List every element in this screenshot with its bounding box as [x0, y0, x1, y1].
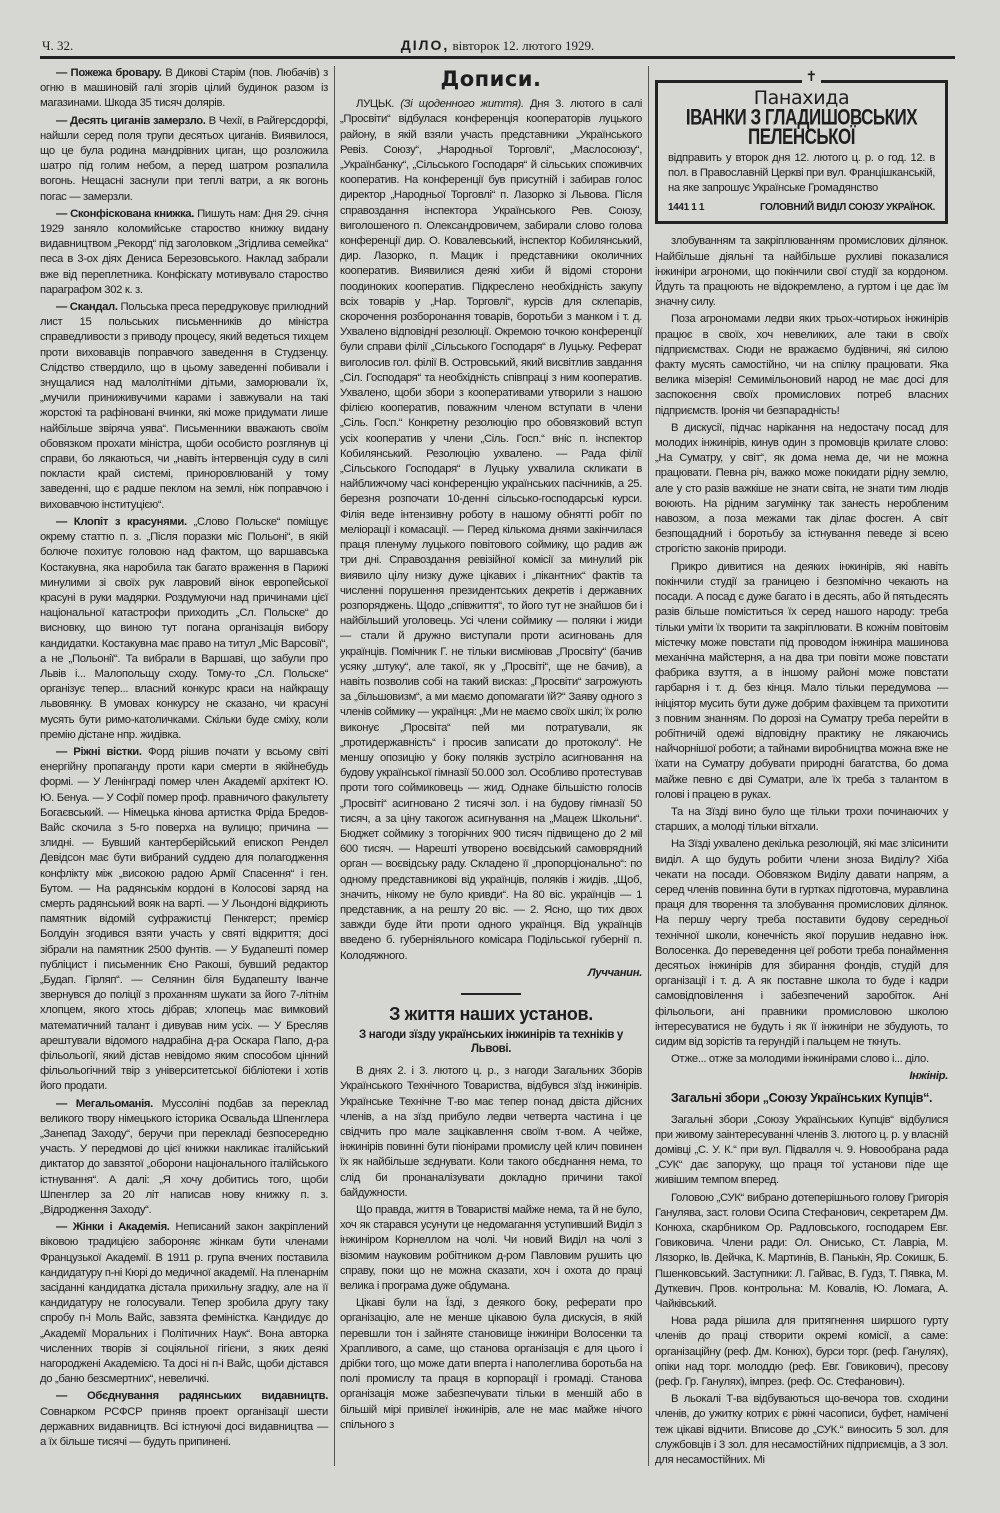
divider — [461, 993, 521, 995]
item-headline: — Обєднування радянських видавництв. — [56, 1390, 328, 1403]
correspondence — [340, 97, 642, 964]
notice-signature: ГОЛОВНИЙ ВИДІЛ СОЮЗУ УКРАЇНОК. — [760, 202, 935, 214]
paragraph: Що правда, життя в Товаристві майже нема, та й не було, хоч як старався усунути це недомагання уступивший Виділ з інжиніром Корнеллом на чолі. Чи новий Виділ на чолі з візомим науковим робітником д-ром Павловим рушить цю справу, поки що не можна сказати, хоч і охота до праці велика і програма дуже обдумана. — [340, 1204, 642, 1293]
paragraph: Загальні збори „Союзу Українських Купців“ відбулися при живому заінтересуванні членів 3. лютого ц. р. у власній домівці „С. У. К.“ при вул. Підвалля ч. 9. Новообрана рада „СУК“ дає запоруку, що праця тої установи піде ще живішим темпом вперед. — [655, 1113, 948, 1187]
section-heading-institutions: З життя наших установ. — [389, 1003, 593, 1024]
paragraph: Отже... отже за молодими інжинірами слово і... діло. — [671, 1053, 929, 1066]
article-heading: Загальні збори „Союзу Українських Купців“. — [670, 1090, 933, 1105]
paragraph: Нова рада рішила для притягнення ширшого гурту членів до праці створити окремі комісії, а саме: організаційну (реф. Дм. Конюх), бурси торг. (реф. Ганулях), опіки над торг. молоддю (реф. Евг. Говикович), пресову (реф. Гр. Ганулях), імпрез. (реф. Ос. Стефанович). — [655, 1315, 948, 1389]
notice-title: Панахида — [753, 87, 850, 109]
news-item — [40, 515, 328, 743]
paragraph: злобуванням та закріплюванням промислових ділянок. Найбільше діяльні та найбільше рухливі показалися інжиніри агрономи, що покінчили свої студії за кордоном. Йдуть та працюють не відокремлено, а гуртом і це дає їм значну силу. — [655, 235, 948, 309]
item-headline: — Сконфіскована книжка. — [56, 207, 194, 220]
page-header — [40, 36, 955, 59]
page-number: Ч. 32. — [42, 38, 74, 53]
paragraph: Цікаві були на Їзді, з деякого боку, реферати про організацію, але не менше цікавою була дискусія, в якій перевшли тон і зайняте становище інжиніри Волосенки та Храпливого, а саме, що станова організація є для цього і дрібки того, що може дати вперта і наполеглива боротьба на полі промислу та праця в корпорації і громаді. Станова організація може забезпечувати тільки в меншій або в більшій мірі привілеї інжинірів, але не має майже нічого спільного з — [340, 1297, 642, 1431]
item-headline: — Пожежа бровару. — [56, 67, 162, 79]
issue-date: вівторок 12. лютого 1929. — [452, 38, 595, 53]
news-item — [40, 1097, 328, 1219]
notice-text: відправить у второк дня 12. лютого ц. р. о год. 12. в пол. в Православній Церкві при вул. Францішканській, на яке запрошує Українське Громадянство — [668, 151, 935, 195]
notice-name: ІВАНКИ З ГЛАДИШОВСЬКИХ ПЕЛЕНСЬКОЇ — [685, 105, 918, 150]
item-headline: — Ріжні вістки. — [56, 745, 142, 758]
signature: Інжінір. — [909, 1070, 948, 1083]
item-text: Пишуть нам: Дня 29. січня 1929 заняло коломийське староство книжку видану видавництвом „Рекорд“ під заголовком „Згідлива семейка“ песа в 3-ох діях Дениса Березовського. Наклад забрали вже від переплетника. Конфіскату мотивувало староство параграфом 302 к. з. — [40, 207, 328, 296]
paragraph: В льокалі Т-ва відбуваються що-вечора тов. сходини членів, до ужитку котрих є ріжні часописи, буфет, намічені теж цікаві відчити. Вписове до „СУК.“ виносить 5 зол. для службовців і 3 зол. для несамостійних підприємців, а 3 зол. для несамостійних. Мі — [655, 1393, 948, 1467]
section-heading-dopysy: Дописи. — [440, 67, 542, 91]
middle-column — [340, 66, 642, 1435]
paragraph: Прикро дивитися на деяких інжинірів, які навіть покінчили студії за границею і безпомічно чекають на посади. А посад є дуже багато і в десять, або й пятьдесять разів більше поміститься їх серед нашого народу: треба тільки уміти їх творити та закріплювати. В кожнім повітовім містечку може повстати під проводом інжиніра машинова механічна майстерня, а на два три повіти може повстати фабрика взуття, а в іншому районі може повстати гарбарня і т. д. без кінця. Мало тільки передумова — ініціятор мусить бути дуже добрим фахівцем та прихотити з повним знанням. По дорозі на Суматру треба перейти в робітничій одежі відповідну практику не лякаючись найчорнішої роботи; а тайнами виробництва можна вже не їхати на Суматру добувати природні багатства, бо дома майже певно є дві Суматри, але їх треба з талантом в голові і працею в руках. — [655, 560, 948, 801]
item-headline: — Клопіт з красунями. — [56, 515, 187, 528]
paragraph: Та на Зїзді вино було ще тільки трохи починаючих у старших, а молоді тільки вітхали. — [655, 805, 948, 834]
news-item — [40, 1220, 328, 1387]
signature: Луччанин. — [587, 966, 642, 979]
news-item — [40, 1389, 328, 1450]
item-headline: — Жінки і Академія. — [56, 1221, 170, 1234]
column-divider — [648, 66, 649, 1466]
news-item — [40, 207, 328, 298]
item-text: „Слово Польске“ поміщує окрему статтю п. з. „Після поразки міс Польоні“, в якій болюче похитує головою над фактом, що варшавська Костакувна, яка наробила так багато враження в Парижі минулими зі своїх рук лавровий вінок европейської красуні в руки мадярки. Роздумуючи над причинами цієї національної катастрофи приходить „Сл. Польске“ до висновку, що виною тут погана організація вибору кандидатки. Костакувна має право на титул „Міс Варсовії“, а не „Польонії“. Та вибрали в Варшаві, що забули про Львів і... Малопольщу сходу. Тому-то „Сл. Польске“ організує тепер... власний конкурс краси на найкращу львовянку. В умовах конкурсу не сказано, чи красуні мусять бути римо-католичками. Скільки буде сміху, коли премію дістане нпр. жидівка. — [40, 515, 328, 741]
right-column — [655, 66, 948, 1470]
paragraph-text: Дня 3. лютого в салі „Просвіти“ відбулася конференція кооператорів луцького району, в якій взяли участь представники „Українського Ревіз. Союзу“, „Народньої Торговлі“, „Маслосоюзу“, „Українбанку“, „Сільського Господаря“ й сільських споживчих кооператив. На конференції був присутній і забирав голос директор „Народньої Торговлі“ п. Лазорко зі Львова. Після справоздання інспектора Українського Рев. Союзу, виголошеного п. Олександровичем, забирали слово голова конференції дир. О. Ковалевський, інспектор Кобилянський, дир. Лазорко, п. Мацик і представники околичних кооператив. Виявилися деякі хиби й відомі сторони поодиноких кооператив. Підкреслено необхідність закупу всіх товарів у „Нар. Торговлі“, курсів для склепарів, скорочення розборонання товарів, боротьби з манком і т. д. Ухвалено відповідні резолюції. Окремою точкою конференції були справи філії „Сільського Господаря“ в Луцьку. Реферат виголосив гол. філії В. Островський, який висвітлив завдання „Сіл. Господаря“ та необхідність співпраці з ним кооператив. Ухвалено, щоби збори з кооперативами утворили з нашою філією кооператив, поважним членом вступати в члени „Сіль. Госп.“ Конкретну резолюцію про обовязковий вступ усіх кооператив у члени „Сіль. Госп.“ вніс п. інспектор Кобилянський. Резолюцію ухвалено. — Рада філії „Сільського Господаря“ в Луцьку ухвалила скликати в найближчому часі конференцію українських пасічників, а 25. березня розпочати 10-денні сільсько-господарські курси. Філія веде інтензивну роботу в нашому обнятті робіт по меліорації і комасації. — Перед кількома днями закінчилася праця пленуму луцького повітового соймику, що радив аж три дні. Справоздання ревізійної комісії за минулий рік виявило цілу низку дуже цікавих і „пікантних“ фактів та численні порушення президентських декретів і державних розпоряджень. Щодо „співжиття“, то його тут не знайшов би і найбільший уголовець. Усі члени соймику — поляки і жиди — стали й дружно виступали проти асигновань для українців. Помічник Г. не тільки висміював „Просвіту“ (бачив усяку „штуку“, але такої, як у „Просвіті“, ще не бачив), а навіть позволив собі на такий висказ: „Просвіти“ загрожують за „більшовизм“, а ми маємо допомагати їй?“ Заяву одного з членів соймику — українця: „Ми не маємо своїх шкіл; їх ролю виконує „Просвіта“ пей ми потратували, як „протидержавність“ і просив записати до протоколу“. Не меншу опозицію у боку поляків зустріло асигновання на будову української гімназії 50.000 зол. Особливо протестував проти того соймиковець — жид. Однаке більшістю голосів „Просвіті“ асигновано 2 тисячі зол. і на будову гімназії 50 тисяч, а за ціну такогож асигнування на „Мацеж Школьни“. Бюджет соймику з тогорічних 900 тисяч підвищено до 2 мil 600 тисяч. — Нарешті утворено воєвідський самоврядний орган — воєвідську раду. Складено її „пропорціонально“: по одному представникові від українців, поляків і жидів. „Щоб, значить, нікому не було кривди“. На 80 віс. українців — 1 представник, а на решту 20 віс. — 2. Ясно, що тих двох завжди буде йти проти одного українця. Від українців введено б. губерніяльного комісара Подільської губернії п. Колодяжного. — [340, 98, 642, 962]
news-item — [40, 114, 328, 205]
article-subheading: З нагоди зїзду українських інжинірів та техніків у Львові. — [359, 1029, 623, 1056]
item-text: В Чехії, в Райгерсдорфі, найшли серед поля трупи десятьох циганів. Виявилося, що це була родина мандрівних циган, що розложила шатро під голим небом, а перед шатром розпалила вогонь. Нещасні заснули при теплі ватри, а як вогонь погас — замерзли. — [40, 114, 328, 203]
newspaper-title: ДІЛО, — [400, 37, 450, 53]
item-headline: — Мегальоманія. — [56, 1097, 153, 1110]
item-text: Неписаний закон закріплений віковою традицією забороняє жінкам бути членами Французької Академії. В 1911 р. група вчених поставила кандидатуру п-ні Кюрі до медичної академії. На пленарнім засіданні кандидатка дістала прихильну згадку, але на її кандидатуру не голосували. Тепер зробила другу таку спробу п-і Моль Вайс, завзята феміністка. Кандидує до „Академії Моральних і Політичних Наук“. Вона авторка численних творів зі соціяльної гігієни, з яких деякі нагороджені Академією. Та досі ні п-і Вайс, щоби дістався до „баню безсмертних“, невеличкі. — [40, 1221, 328, 1386]
news-item — [40, 745, 328, 1095]
column-divider — [334, 66, 335, 1466]
item-headline: — Десять циганів замерзло. — [56, 114, 206, 127]
dateline-subtitle: (Зі щоденного життя). — [393, 98, 524, 111]
news-item — [40, 66, 328, 112]
item-text: Муссоліні подбав за переклад великого твору німецького історика Освальда Шпенглера „Занепад Заходу“, беручи при перекладі безпосередню участь. У передмові до цієї книжки накликає італійський диктатор до завзятої „оборони національного італійського істнування“. А далі: „Я хочу добитись того, щоби Шпенглер за 20 літ написав нову книжку п. з. „Відродження Заходу“. — [40, 1097, 328, 1217]
item-text: Форд рішив почати у всьому світі енергійну пропаганду проти кари смерти в якійнебудь формі. — У Ленінграді помер член Академії архітект Ю. Ю. Бенуа. — У Софії помер проф. правничого факультету Богаєвський. — Німецька кінова артистка Фріда Бредов-Вайс скочила з 5-го поверха на вулицю; причина — злидні. — Бувший кантерберійський епископ Рендел Девідсон має бути вибраний суддею для полагодження конфлікту між „високою радою Армії Спасення“ і ген. Бутом. — На радянськім кордоні в Колосові заряд на смерть радянський вояк на варті. — У Льондоні відкриють памятник відомій суфражистці Пенкгерст; премієр Болдуін згодився взяти участь у святі відкриття; досі зібрали на памятник 2500 фунтів. — У Будапешті помер публіцист і письменник Єно Ракоші, бувший редактор „Будап. Гірляп“. — Селянин біля Будапешту Іванче звернувся до поліції з проханням шукати за його 7-літнім хлопцем, якого хтось дібрав; хлопець має вимковий математичний талант і дивував ним усіх. — У Бресляв арештували відомого надрабіна д-ра Оскара Папо, д-ра фільольогії, який дістав невідомо яким способом цінний фільольогічний твір з університетської бібліотеки і хотів його продати. — [40, 745, 329, 1093]
item-text: В Дикові Старім (пов. Любачів) з огню в машиновій галі згорів цілий будинок разом із магазинами. Шкода 35 тисяч долярів. — [40, 67, 328, 110]
memorial-notice — [655, 68, 948, 224]
left-column — [40, 66, 328, 1452]
paragraph: На Зїзді ухвалено декілька резолюцій, які має злісинити виділ. А що будуть робити члени зноза Виділу? Хіба чекати на посади. Обовязком Виділу давати напрям, а серед членів повинна бути в гуртках підготовча, муравлина праця для творення та злобування промислових ділянок. На першу чергу треба поставити будову середньої технічної школи, конечність якої порушив недавно інж. Волосенка. До переведення цеї роботи треба понаймення десятьох інжинірів для збирання фондів, студій для організації і т. д. А як поставне школа то буде і кадри самовідповілення і забезпечений заробіток. Ані фільольоги, ані правники промисловою школою інтересуватися не будуть і як її інжиніри не збудують, то сидим від зорістів та герундій і пальцем не ткнуть. — [655, 838, 948, 1048]
paragraph: Поза агрономами ледви яких трьох-чотирьох інжинірів працює в своїх, хоч невеликих, але таки в своїх підприємствах. Сюди не вражаємо будівничі, які силою факту мусять самостійно, чи на спілку працювати. Яка велика мізерія! Семимільоновий народ не має досі для заспокоєння своїх промислових потреб власних підприємств. Іронія чи безпарадність! — [655, 313, 948, 417]
paragraph: В днях 2. і 3. лютого ц. р., з нагоди Загальних Зборів Українського Технічного Товариства, відбувся зїзд інжинірів. Українське Технічне Т-во має тепер понад двіста дійсних членів, а на зїзд прибуло ледви четверта частина і це свідчить про мале зацікавлення своїм т-вом. А чейже, інжинірів повинні бути піонірами промислу цей клич повинен їх як найбільше зєднувати. Коли такого обєднання нема, то слід би пронаналізувати докладно причини такої байдужности. — [340, 1065, 642, 1199]
cross-icon: ✝ — [802, 69, 821, 84]
paragraph: В дискусії, підчас нарікання на недостачу посад для молодих інжинірів, кинув один з промовців крилате слово: „На Суматру, у світ“, як дома нема де, чи не можна працювати. Певна річ, важко може покидати рідну землю, але у сто разів важкіше не знати світа, не знати тим людів воюють. На рідним загумінку так занесть неробленим навозом, а поза межами так ділає фосген. А світ безпощадний і боротьбу за істнування певеде зі всею строгістю законів природи. — [655, 421, 948, 556]
dateline: ЛУЦЬК. — [356, 98, 394, 111]
item-headline: — Скандал. — [56, 301, 118, 314]
paragraph: Головою „СУК“ вибрано дотеперішнього голову Григорія Ганулява, заст. голови Осипа Стефанович, секретарем Дм. Конюха, скарбником Ор. Радловського, господарем Евг. Говиковича. Члени ради: Ол. Онисько, Ст. Лавріа, М. Лязорко, Ів. Дейчка, К. Мартинів, В. Панькін, Яр. Сокишк, Б. Пшенковський. Заступники: Л. Гайвас, В. Гудз, Т. Пявка, М. Дуткевич. Пров. контрольна: М. Ковалів, Ю. Ломага, А. Чайківський. — [655, 1191, 948, 1311]
item-text: Польська преса передруковує прилюдний лист 15 польських письменників до міністра справедливости з приводу процесу, який ведеться тихцем проти виховавців поправчого заведення в Студзенцу. Слідство ствердило, що в цьому заведенні побивали і знущалися над малолітніми дітьми, заморювали їх, „мучили приниживучими карами і завжували на такі жорстокі та рафіновані вчинки, які може придумати лише найбільше звіряча уява“. Письменники вважають своїм обовязком прохати міністра, щоби особисто розглянув ці справи, бо лякаються, чи „навіть інтервенція суду в силі покласти край системі, приноровлюваній у тому заведенні, що є радше пеклом на землі, ніж поправчою і виховавчою інституцією“. — [40, 301, 329, 511]
news-item — [40, 300, 328, 513]
item-text: Совнарком РСФСР приняв проект організації шести державних видавництв. Всі істнуючі досі видавництва — а їх більше тисячі — будуть припинені. — [40, 1405, 328, 1449]
notice-code: 1441 1 1 — [668, 202, 705, 214]
